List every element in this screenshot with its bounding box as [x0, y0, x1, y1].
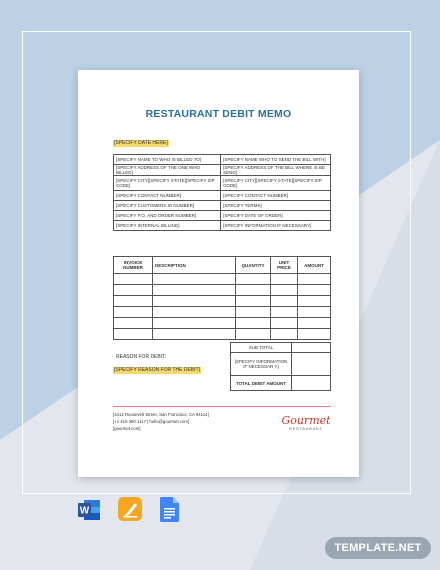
table-cell	[153, 296, 236, 307]
table-cell	[298, 296, 331, 307]
table-cell	[153, 318, 236, 329]
table-cell	[298, 329, 331, 340]
template-net-badge[interactable]: TEMPLATE.NET	[325, 537, 431, 559]
table-cell	[236, 318, 271, 329]
table-row	[114, 165, 331, 176]
word-icon[interactable]	[78, 498, 100, 522]
table-cell	[114, 274, 153, 285]
table-cell	[153, 329, 236, 340]
reason-placeholder: [SPECIFY REASON FOR THE DEBIT]	[114, 367, 200, 373]
table-cell: [SPECIFY CUSTOMERS ID NUMBER]	[114, 201, 221, 211]
table-cell: [SPECIFY NAME WHO TO SEND THE BILL WITH]	[221, 155, 331, 165]
table-cell: [SPECIFY DATE OF ORDER]	[221, 211, 331, 221]
table-row	[114, 155, 331, 165]
table-row	[114, 296, 331, 307]
table-cell	[298, 274, 331, 285]
table-cell: [SPECIFY CITY][SPECIFY STATE][SPECIFY ZIP CODE]	[114, 176, 221, 191]
table-cell	[114, 296, 153, 307]
table-cell	[236, 329, 271, 340]
table-cell	[236, 285, 271, 296]
pages-icon[interactable]	[118, 497, 140, 521]
table-cell: [SPECIFY CONTACT NUMBER]	[221, 191, 331, 201]
table-cell: [SPECIFY INTERNAL BILLING]	[114, 221, 221, 231]
table-cell	[153, 307, 236, 318]
total-label: TOTAL DEBIT AMOUNT	[231, 376, 292, 391]
items-table	[113, 256, 331, 340]
table-cell	[236, 307, 271, 318]
table-row	[114, 329, 331, 340]
table-row	[114, 211, 331, 221]
column-header-unit-price: UNIT PRICE	[271, 257, 298, 274]
page-title: RESTAURANT DEBIT MEMO	[145, 108, 292, 120]
table-cell	[298, 285, 331, 296]
subtotal-value	[292, 343, 331, 353]
table-cell: [SPECIFY TERMS]	[221, 201, 331, 211]
table-cell: [SPECIFY CITY][SPECIFY STATE][SPECIFY ZIP CODE]	[221, 176, 331, 191]
column-header-description: DESCRIPTION	[153, 257, 236, 274]
gourmet-logo	[276, 414, 336, 431]
table-cell: [SPECIFY INFORMATION IF NECESSARY]	[221, 221, 331, 231]
table-row	[114, 285, 331, 296]
footer-phone-email: [+1 415 350 1117 | hello@gourmet.com]	[113, 419, 190, 424]
table-row	[114, 176, 331, 191]
table-row	[231, 353, 331, 376]
table-cell	[271, 296, 298, 307]
column-header-amount: AMOUNT	[298, 257, 331, 274]
footer-contact	[113, 411, 209, 432]
info-value	[292, 353, 331, 376]
table-cell	[271, 274, 298, 285]
table-cell	[271, 329, 298, 340]
billing-info-table	[113, 154, 331, 231]
table-cell	[114, 285, 153, 296]
google-docs-icon[interactable]	[160, 497, 182, 521]
table-cell	[271, 285, 298, 296]
table-cell	[153, 274, 236, 285]
logo-subtitle: RESTAURANT	[289, 427, 323, 431]
subtotal-label: SUB TOTAL	[231, 343, 292, 353]
table-row	[114, 191, 331, 201]
table-row	[231, 376, 331, 391]
table-cell	[153, 285, 236, 296]
table-row	[114, 201, 331, 211]
table-cell	[271, 307, 298, 318]
table-row	[114, 274, 331, 285]
footer-divider	[113, 406, 331, 407]
column-header-quantity: QUANTITY	[236, 257, 271, 274]
logo-brand: Gourmet	[281, 414, 331, 427]
svg-text:W: W	[79, 505, 90, 517]
table-cell: [SPECIFY CONTACT NUMBER]	[114, 191, 221, 201]
table-row	[114, 307, 331, 318]
table-cell	[298, 318, 331, 329]
footer-website: [gourmet.com]	[113, 426, 141, 431]
column-header-invoice: INVOICE NUMBER	[114, 257, 153, 274]
table-header-row	[114, 257, 331, 274]
table-cell: [SPECIFY P.O. AND ORDER NUMBER]	[114, 211, 221, 221]
table-cell	[114, 307, 153, 318]
footer-address: [4412 Roosevelt Street, San Francisco, CA 94114]	[113, 412, 209, 417]
totals-table	[230, 342, 331, 391]
table-cell	[114, 329, 153, 340]
table-row	[114, 318, 331, 329]
document-page	[78, 70, 359, 477]
table-cell: [SPECIFY ADDRESS OF THE ONE WHO BILLED]	[114, 165, 221, 176]
table-cell	[298, 307, 331, 318]
info-label: [SPECIFY INFORMATION IF NECESSAR Y]	[231, 353, 292, 376]
date-placeholder: [SPECIFY DATE HERE]	[114, 140, 168, 146]
table-cell: [SPECIFY NAME TO WHO IS BILLED TO]	[114, 155, 221, 165]
total-value	[292, 376, 331, 391]
table-cell	[271, 318, 298, 329]
table-row	[114, 221, 331, 231]
table-cell: [SPECIFY ADDRESS OF THE BILL WHERE IS BE SEND]	[221, 165, 331, 176]
table-cell	[236, 274, 271, 285]
table-row	[231, 343, 331, 353]
table-cell	[114, 318, 153, 329]
reason-label: REASON FOR DEBIT:	[116, 354, 167, 360]
table-cell	[236, 296, 271, 307]
